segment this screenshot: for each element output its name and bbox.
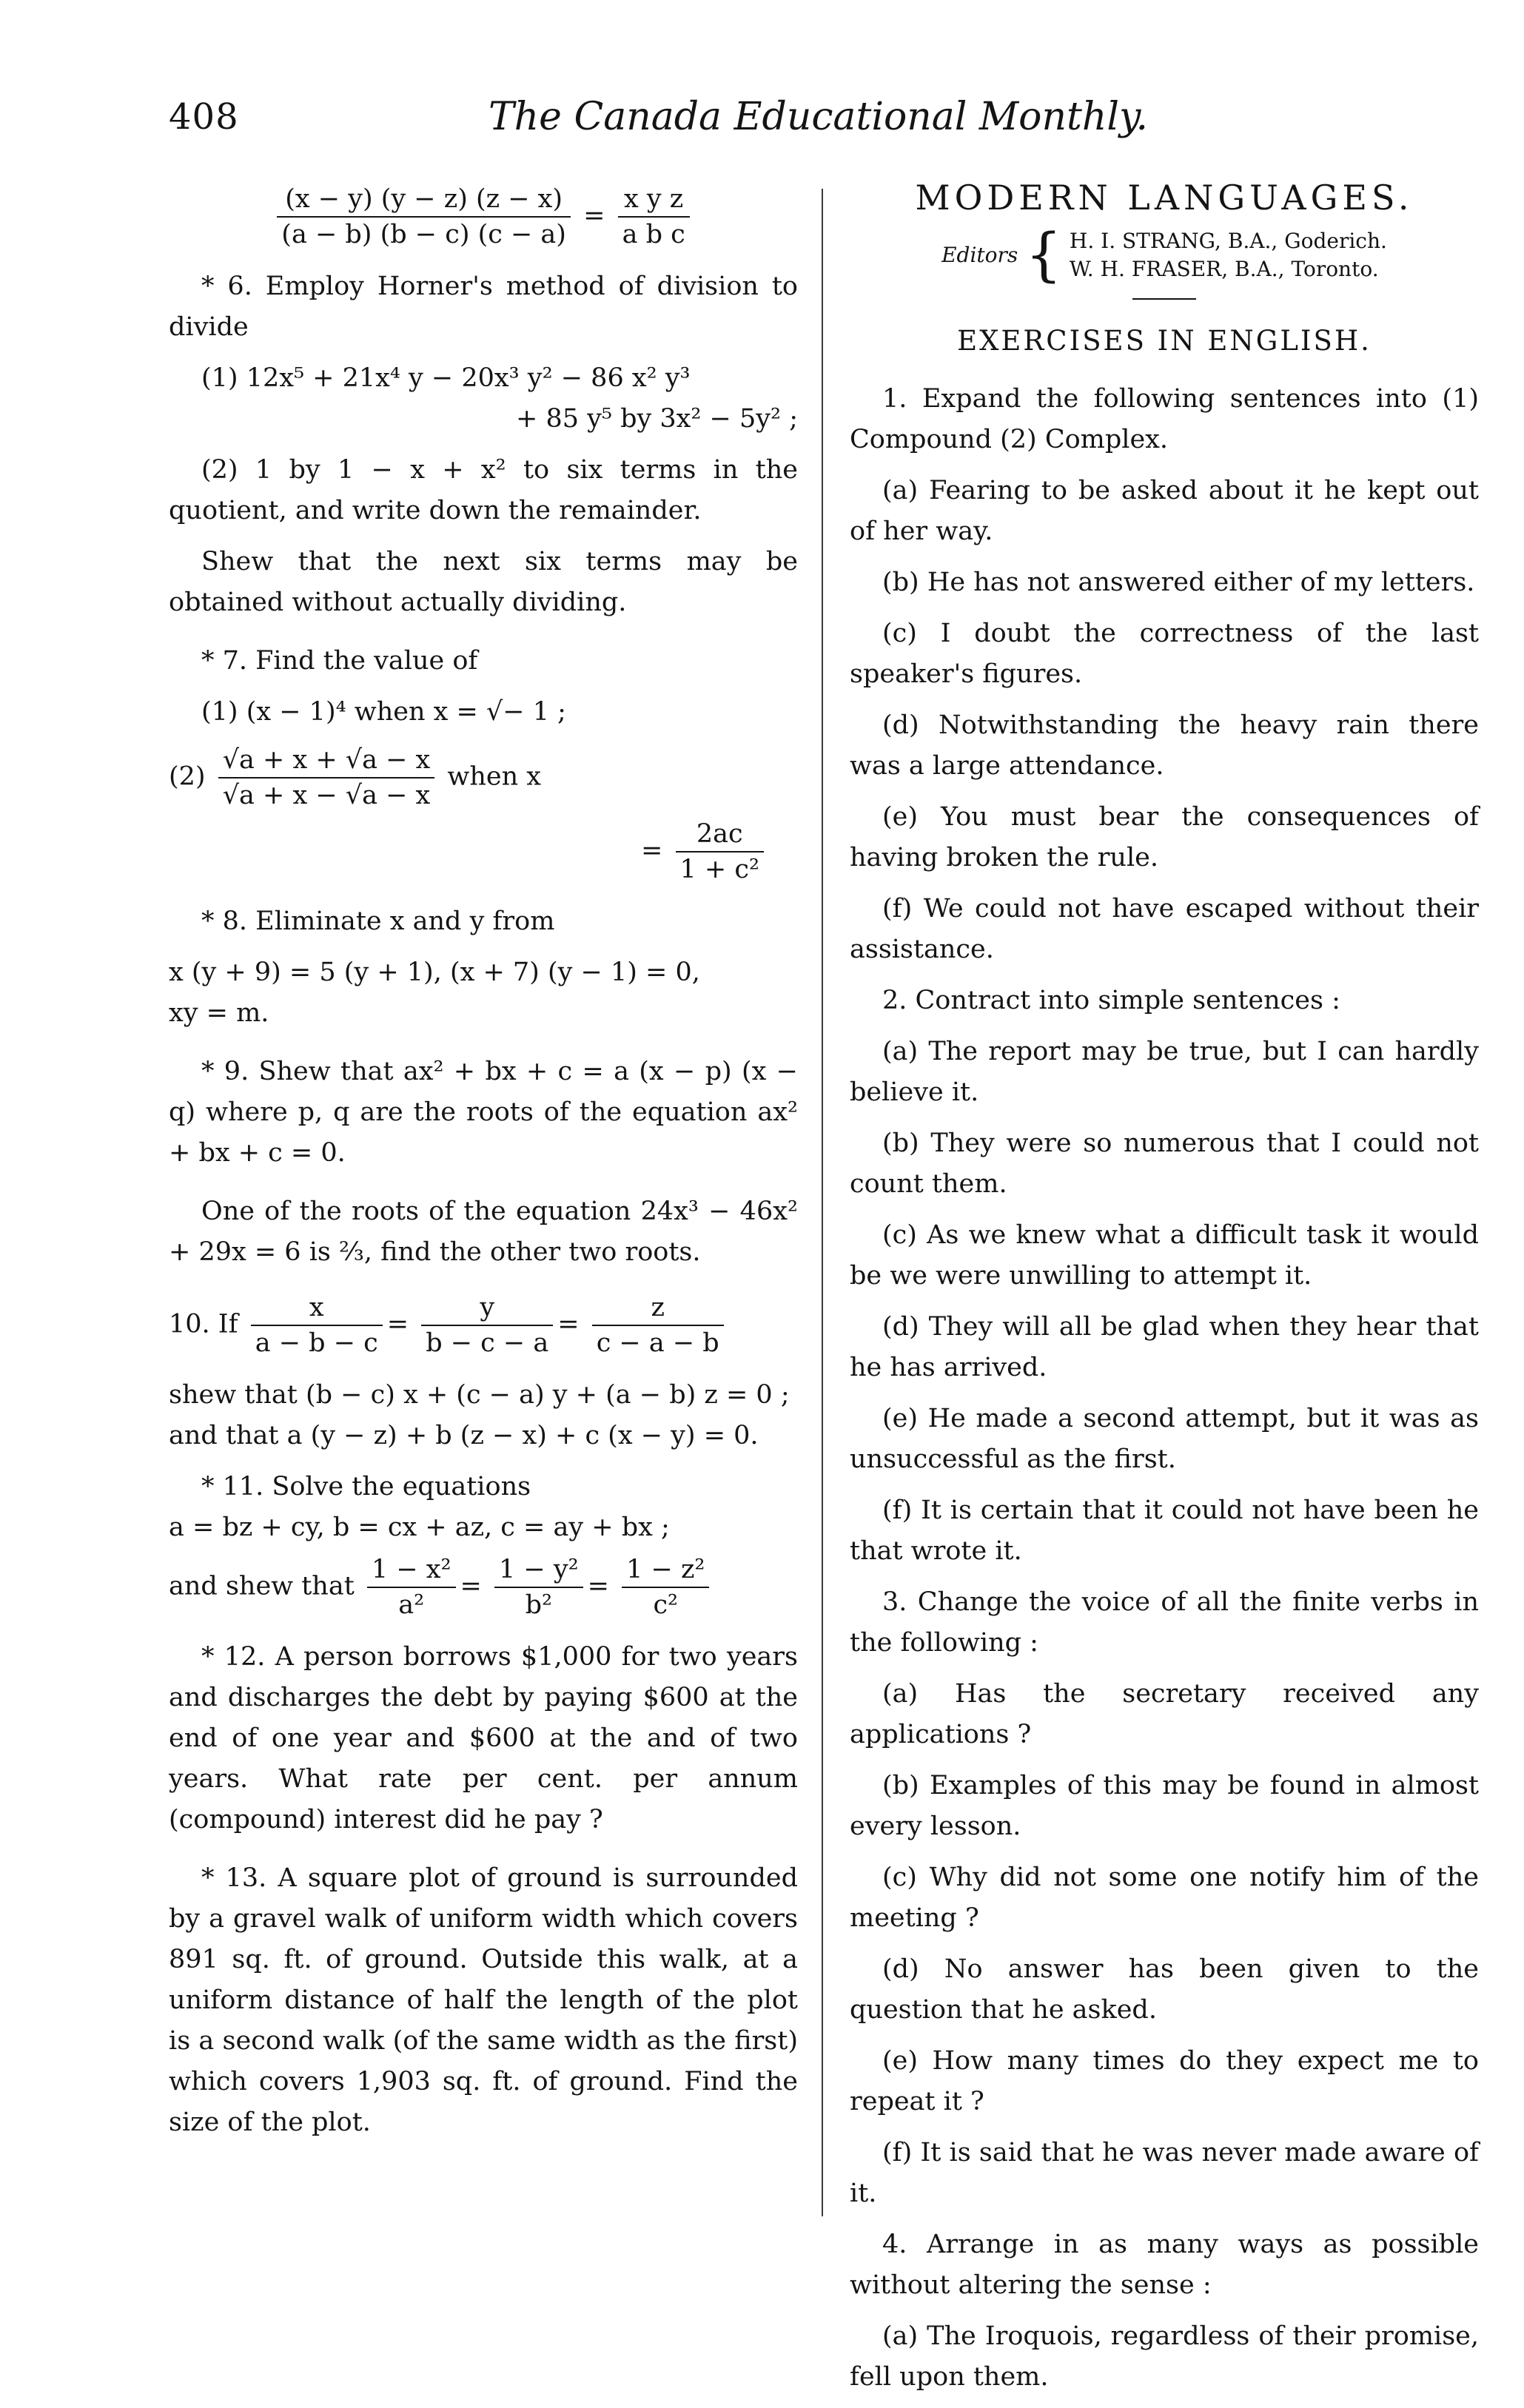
exercise-3-f: (f) It is said that he was never made aware of it. xyxy=(850,2138,1479,2208)
problem-10-f2-den: b − c − a xyxy=(426,1328,549,1358)
problem-8-eq-1: x (y + 9) = 5 (y + 1), (x + 7) (y − 1) = 0, xyxy=(169,958,700,987)
problem-11-f2-num: 1 − y² xyxy=(494,1553,583,1588)
problem-10-f1-den: a − b − c xyxy=(255,1328,378,1358)
problem-7-part-2 xyxy=(169,743,798,813)
equation-top xyxy=(169,182,798,252)
exercise-1-b: (b) He has not answered either of my letters. xyxy=(882,568,1475,597)
editor-2: W. H. FRASER, B.A., Toronto. xyxy=(1069,257,1379,281)
exercise-2-b: (b) They were so numerous that I could not count them. xyxy=(850,1129,1479,1199)
column-divider xyxy=(822,189,823,2216)
problem-7-condition-den: 1 + c² xyxy=(679,855,759,884)
exercise-2-intro: 2. Contract into simple sentences : xyxy=(882,986,1340,1015)
problem-6-part-1b: + 85 y⁵ by 3x² − 5y² ; xyxy=(516,404,798,434)
problem-11-shew: and shew that $\frac{\text{1 − x²}}{\text{a²}}$ = $\frac{\text{1 − y²}}{\text{b²}}$ = $\frac{\text{1 − z²}}{\text{c²}}$ xyxy=(169,1553,798,1622)
problem-7-condition-eq: = xyxy=(641,835,663,866)
problem-10-fraction-3 xyxy=(592,1291,724,1360)
exercise-2-a: (a) The report may be true, but I can hardly believe it. xyxy=(850,1037,1479,1107)
running-title: The Canada Educational Monthly. xyxy=(489,95,1148,139)
problem-7-when: when x xyxy=(447,761,542,792)
eq-top-rhs xyxy=(618,182,690,252)
right-column xyxy=(850,178,1479,2408)
problem-11-f3-num: 1 − z² xyxy=(622,1553,709,1588)
problem-10-f1-num: x xyxy=(251,1291,383,1326)
exercise-1-d: (d) Notwithstanding the heavy rain there was a large attendance. xyxy=(850,710,1479,781)
exercise-3-d: (d) No answer has been given to the question that he asked. xyxy=(850,1954,1479,2025)
problem-7-part-2-label: (2) xyxy=(169,761,206,792)
exercise-1-f: (f) We could not have escaped without their assistance. xyxy=(850,894,1479,964)
problem-11-f2-den: b² xyxy=(525,1590,553,1620)
problem-6-part-3: Shew that the next six terms may be obtained without actually dividing. xyxy=(169,547,798,617)
exercise-1-c: (c) I doubt the correctness of the last speaker's figures. xyxy=(850,619,1479,689)
problem-8-eq-2: xy = m. xyxy=(169,998,269,1028)
problem-10-fraction-1 xyxy=(251,1291,383,1360)
editors-list xyxy=(1070,227,1387,283)
eq-top-lhs-num: (x − y) (y − z) (z − x) xyxy=(277,182,571,218)
exercise-3-b: (b) Examples of this may be found in almost every lesson. xyxy=(850,1771,1479,1841)
problem-7-condition-fraction xyxy=(676,817,764,887)
eq-top-lhs-den: (a − b) (b − c) (c − a) xyxy=(281,220,566,249)
problem-11-f1-num: 1 − x² xyxy=(367,1553,456,1588)
problem-12: * 12. A person borrows $1,000 for two years and discharges the debt by paying $600 at the end of one year and $600 at the and of two years. What rate per cent. per annum (compound) interest did he pay ? xyxy=(169,1642,798,1834)
exercise-2-c: (c) As we knew what a difficult task it would be we were unwilling to attempt it. xyxy=(850,1220,1479,1291)
equals-sign: = xyxy=(583,201,605,231)
problem-11-fraction-2 xyxy=(494,1553,583,1622)
editors-label: Editors xyxy=(941,243,1018,267)
problem-13: * 13. A square plot of ground is surrounded by a gravel walk of uniform width which covers 891 sq. ft. of ground. Outside this walk, at a uniform distance of half the length of the plot is a second walk (of the same width as the first) which covers 1,903 sq. ft. of ground. Find the size of the plot. xyxy=(169,1863,798,2137)
exercise-1-e: (e) You must bear the consequences of having broken the rule. xyxy=(850,802,1479,872)
exercise-4-a: (a) The Iroquois, regardless of their promise, fell upon them. xyxy=(850,2321,1479,2392)
exercise-4-intro: 4. Arrange in as many ways as possible without altering the sense : xyxy=(850,2230,1479,2300)
exercise-3-intro: 3. Change the voice of all the finite verbs in the following : xyxy=(850,1587,1479,1658)
problem-11-shew-label: and shew that xyxy=(169,1571,355,1601)
section-title: MODERN LANGUAGES. xyxy=(915,178,1414,218)
problem-10-f3-num: z xyxy=(592,1291,724,1326)
problem-7-fraction-num: √a + x + √a − x xyxy=(218,743,435,778)
problem-6-part-2: (2) 1 by 1 − x + x² to six terms in the quotient, and write down the remainder. xyxy=(169,455,798,525)
problem-7-fraction-den: √a + x − √a − x xyxy=(222,781,431,810)
problem-11-fraction-1 xyxy=(367,1553,456,1622)
problem-10-f3-den: c − a − b xyxy=(596,1328,719,1358)
subsection-title: EXERCISES IN ENGLISH. xyxy=(957,325,1372,357)
problem-6-part-1a: (1) 12x⁵ + 21x⁴ y − 20x³ y² − 86 x² y³ xyxy=(201,363,691,393)
page-number: 408 xyxy=(169,96,239,138)
exercise-3-e: (e) How many times do they expect me to repeat it ? xyxy=(850,2046,1479,2116)
problem-7-fraction xyxy=(218,743,435,813)
editors-block xyxy=(850,222,1479,289)
exercise-3-a: (a) Has the secretary received any applications ? xyxy=(850,1679,1479,1749)
problem-11-f3-den: c² xyxy=(653,1590,679,1620)
exercise-1-a: (a) Fearing to be asked about it he kept out of her way. xyxy=(850,476,1479,546)
problem-11-intro: * 11. Solve the equations xyxy=(201,1472,531,1501)
problem-11-equations: a = bz + cy, b = cx + az, c = ay + bx ; xyxy=(169,1513,670,1542)
exercise-3-c: (c) Why did not some one notify him of the meeting ? xyxy=(850,1863,1479,1933)
left-column xyxy=(169,178,798,2153)
eq-top-rhs-num: x y z xyxy=(618,182,690,218)
problem-10-shew-2: and that a (y − z) + b (z − x) + c (x − y) = 0. xyxy=(169,1421,759,1450)
exercise-1-intro: 1. Expand the following sentences into (1) Compound (2) Complex. xyxy=(850,384,1479,454)
problem-8-intro: * 8. Eliminate x and y from xyxy=(201,907,555,936)
exercise-2-d: (d) They will all be glad when they hear that he has arrived. xyxy=(850,1312,1479,1382)
problem-7-condition xyxy=(169,817,798,887)
problem-10-f2-num: y xyxy=(421,1291,553,1326)
problem-9-roots: One of the roots of the equation 24x³ − 46x² + 29x = 6 is ⅔, find the other two roots. xyxy=(169,1197,798,1267)
problem-10-shew-1: shew that (b − c) x + (c − a) y + (a − b) z = 0 ; xyxy=(169,1380,790,1410)
exercise-2-e: (e) He made a second attempt, but it was as unsuccessful as the first. xyxy=(850,1404,1479,1474)
problem-10-equation: 10. If $\frac{x}{a - b - c}$ = $\frac{y}{b - c - a}$ = $\frac{z}{c - a - b}$ xyxy=(169,1291,798,1360)
problem-10-fraction-2 xyxy=(421,1291,553,1360)
problem-7-intro: * 7. Find the value of xyxy=(201,646,478,676)
problem-10-label: 10. If xyxy=(169,1309,238,1339)
brace-icon: { xyxy=(1025,222,1062,289)
exercise-2-f: (f) It is certain that it could not have been he that wrote it. xyxy=(850,1496,1479,1566)
editor-1: H. I. STRANG, B.A., Goderich. xyxy=(1069,229,1387,253)
problem-7-condition-num: 2ac xyxy=(676,817,764,852)
problem-11-fraction-3 xyxy=(622,1553,709,1622)
problem-9: * 9. Shew that ax² + bx + c = a (x − p) (x − q) where p, q are the roots of the equation ax² + bx + c = 0. xyxy=(169,1057,798,1168)
problem-6-intro: * 6. Employ Horner's method of division to divide xyxy=(169,272,798,342)
eq-top-rhs-den: a b c xyxy=(622,220,685,249)
section-rule xyxy=(1132,298,1196,300)
eq-top-lhs xyxy=(277,182,571,252)
problem-11-f1-den: a² xyxy=(398,1590,425,1620)
problem-7-part-1: (1) (x − 1)⁴ when x = √− 1 ; xyxy=(201,697,566,727)
